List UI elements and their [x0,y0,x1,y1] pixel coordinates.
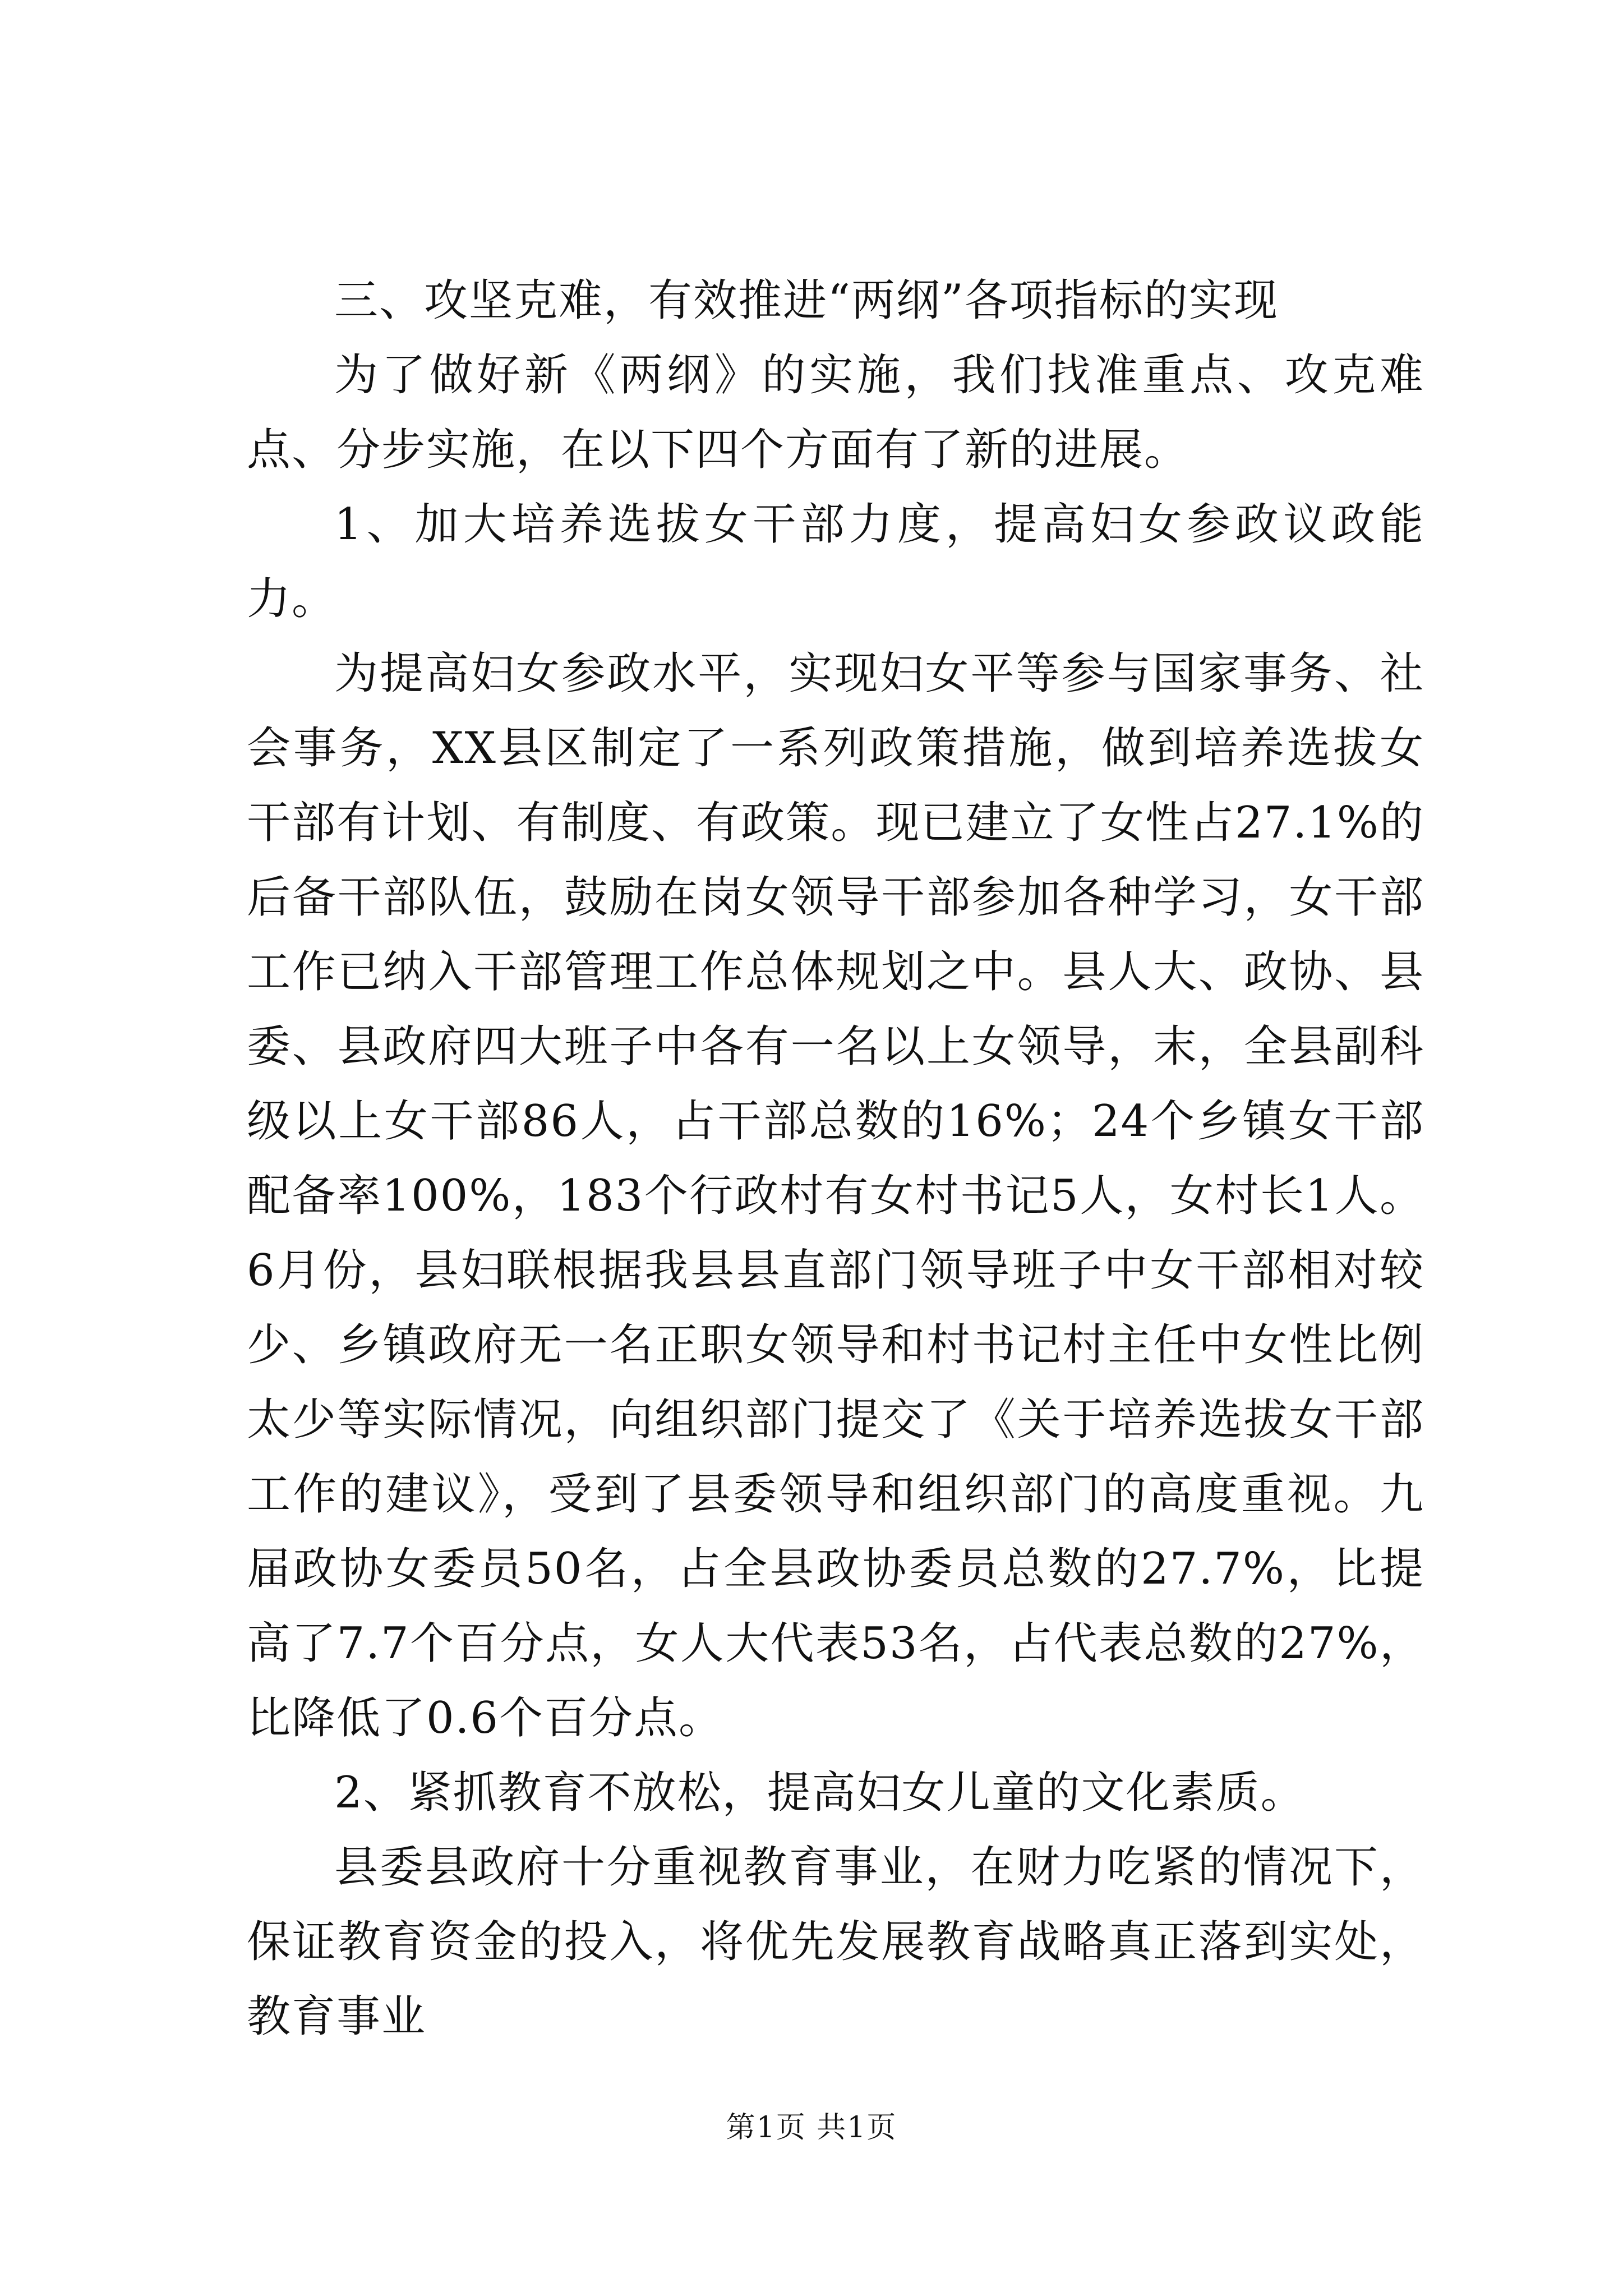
section-heading: 三、攻坚克难，有效推进“两纲”各项指标的实现 [334,275,1279,326]
intro-paragraph: 为了做好新《两纲》的实施，我们找准重点、攻克难点、分步实施，在以下四个方面有了新的进展。 [247,350,1424,475]
women-cadres-paragraph: 为提高妇女参政水平，实现妇女平等参与国家事务、社会事务，XX县区制定了一系列政策措施，做到培养选拔女干部有计划、有制度、有政策。现已建立了女性占27.1%的后备干部队伍，鼓励在岗女领导干部参加各种学习，女干部工作已纳入干部管理工作总体规划之中。县人大、政协、县委、县政府四大班子中各有一名以上女领导，末，全县副科级以上女干部86人，占干部总数的16%；24个乡镇女干部配备率100%，183个行政村有女村书记5人，女村长1人。6月份，县妇联根据我县县直部门领导班子中女干部相对较少、乡镇政府无一名正职女领导和村书记村主任中女性比例太少等实际情况，向组织部门提交了《关于培养选拔女干部工作的建议》，受到了县委领导和组织部门的高度重视。九届政协女委员50名，占全县政协委员总数的27.7%，比提高了7.7个百分点，女人大代表53名，占代表总数的27%，比降低了0.6个百分点。 [247,648,1424,1743]
page-footer: 第1页 共1页 [726,2111,897,2145]
document-body [247,264,1424,2054]
education-paragraph: 县委县政府十分重视教育事业，在财力吃紧的情况下，保证教育资金的投入，将优先发展教育战略真正落到实处，教育事业 [247,1842,1424,2042]
subheading-women-cadres: 1、加大培养选拔女干部力度，提高妇女参政议政能力。 [247,499,1424,624]
subheading-education: 2、紧抓教育不放松，提高妇女儿童的文化素质。 [334,1768,1306,1818]
